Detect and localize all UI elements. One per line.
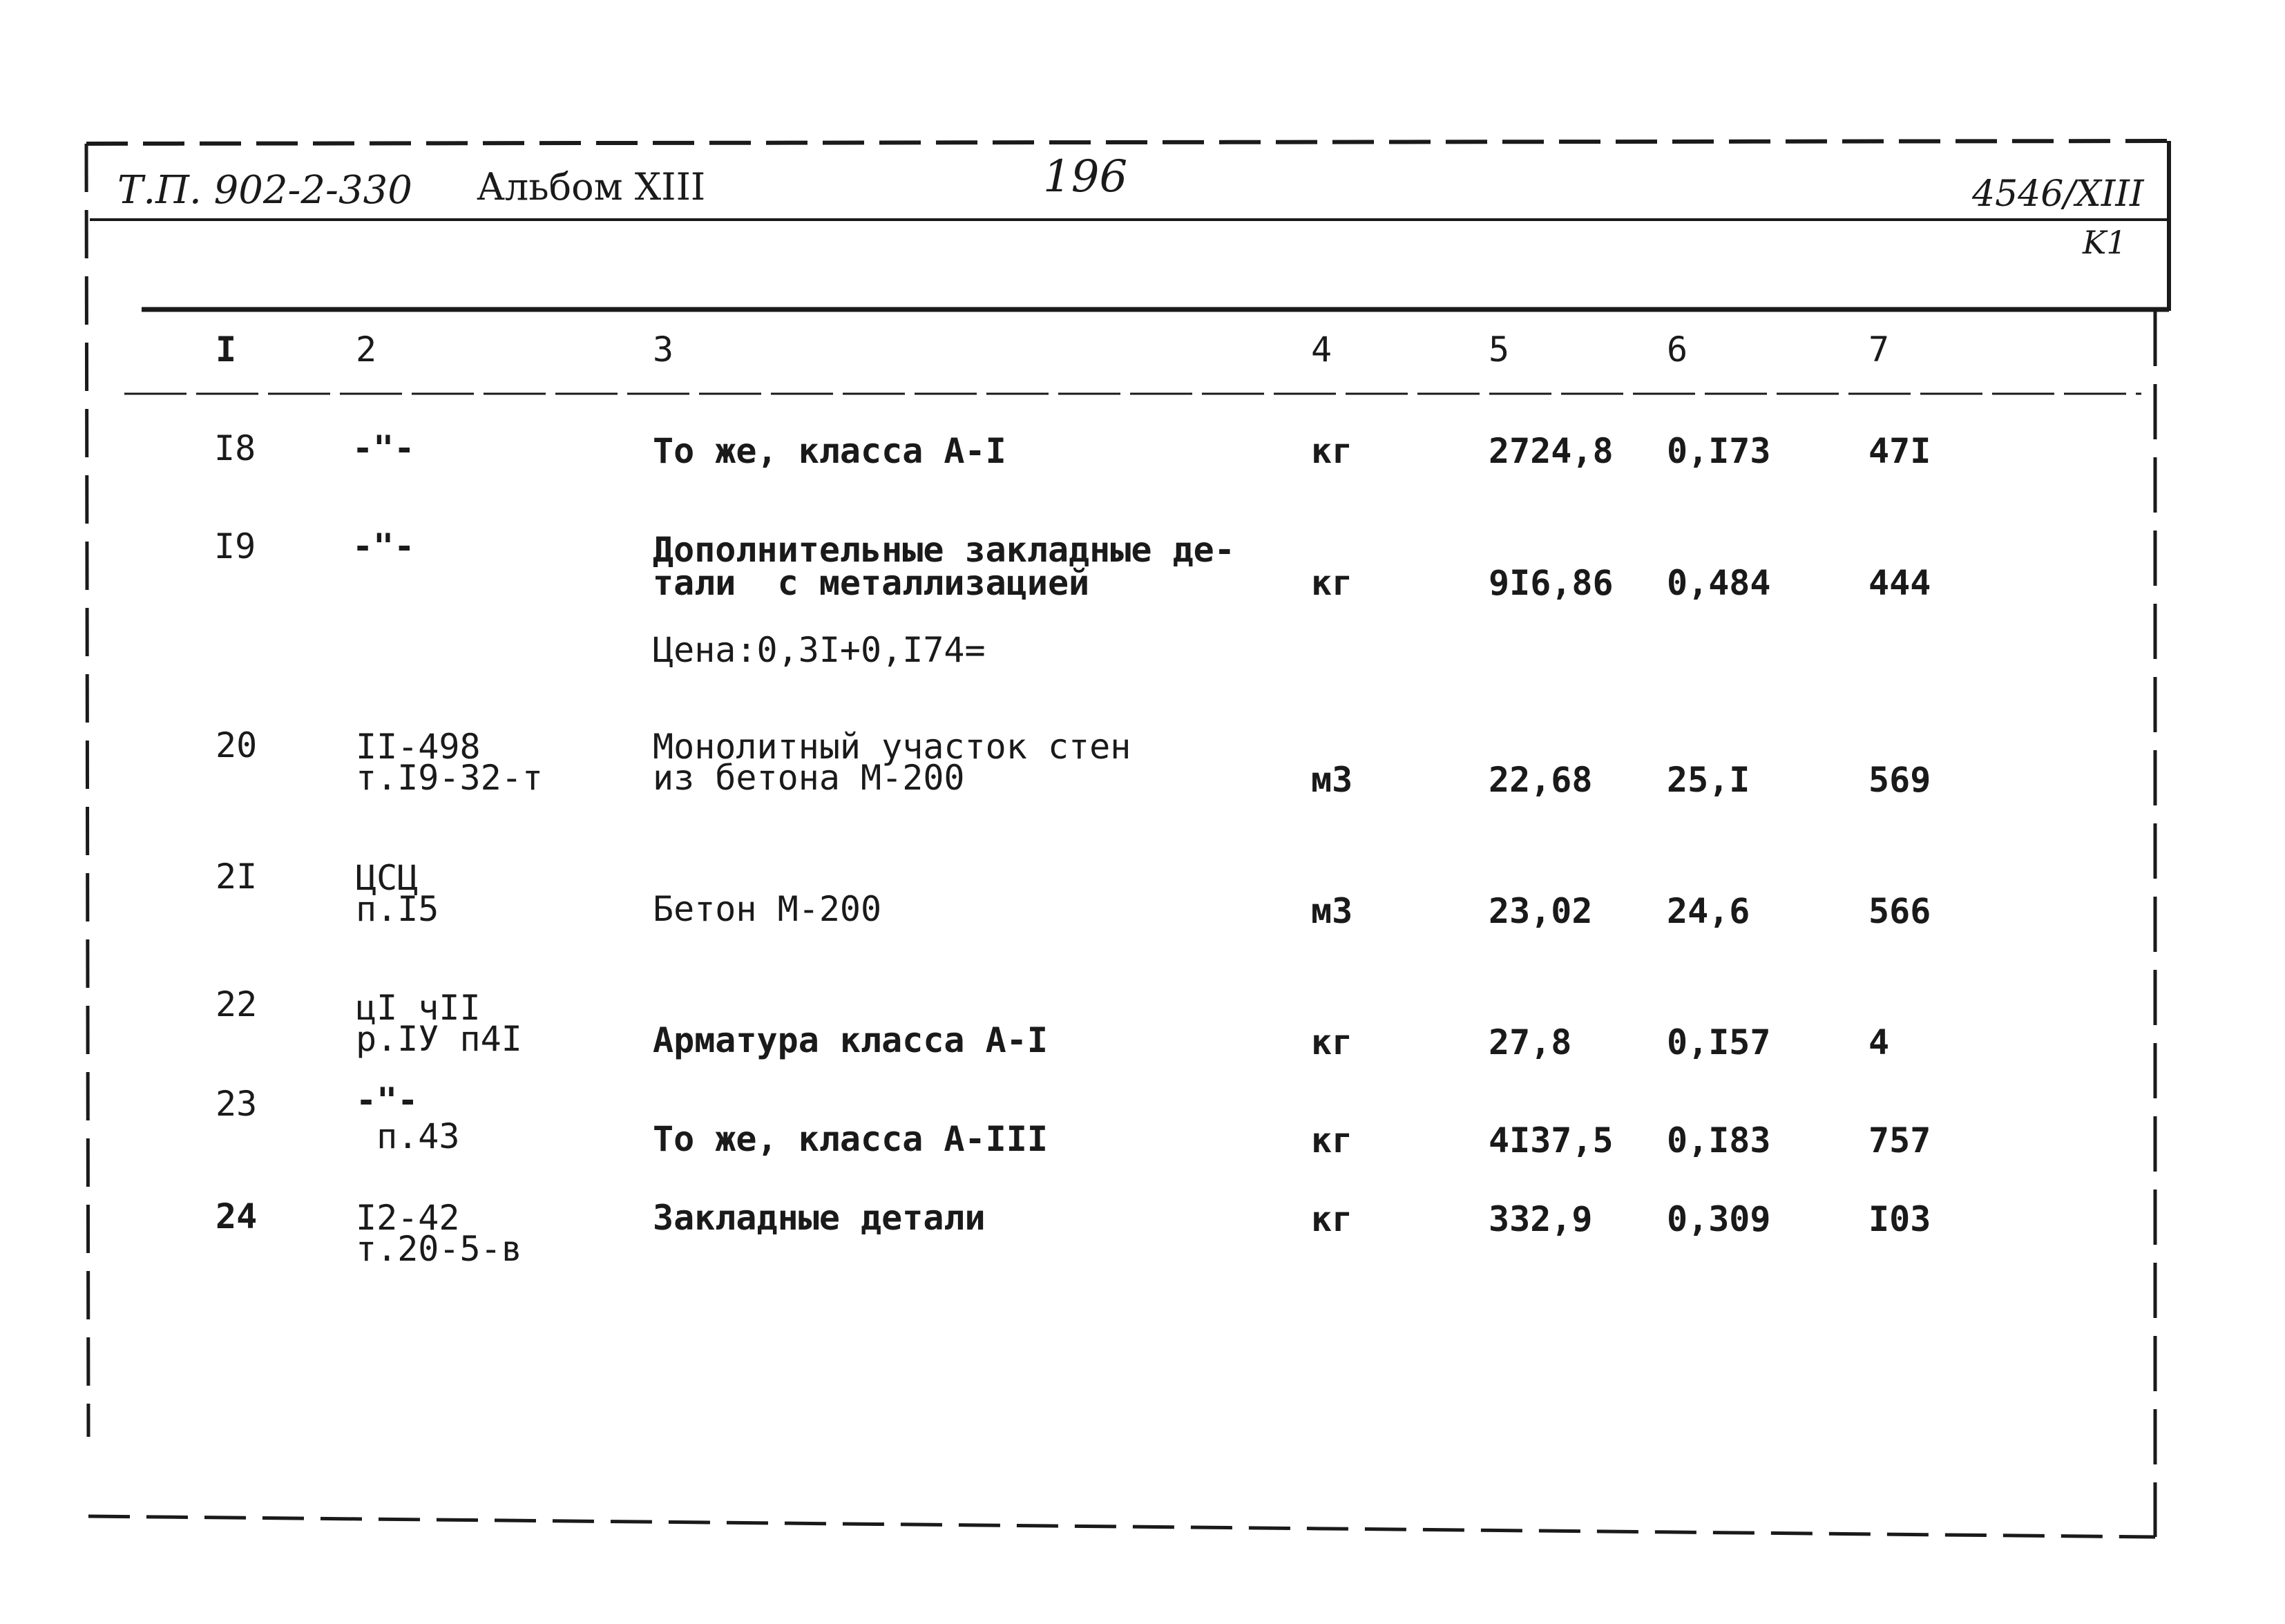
total: 4: [1868, 1022, 1890, 1062]
description: То же, класса А-I: [653, 431, 1006, 471]
row-number: I9: [214, 526, 256, 566]
total: 566: [1868, 891, 1931, 931]
quantity: 27,8: [1489, 1022, 1572, 1062]
row-number: 22: [216, 984, 258, 1024]
column-header-1: I: [216, 329, 237, 370]
total: I03: [1868, 1199, 1931, 1239]
description: То же, класса А-III: [653, 1119, 1048, 1159]
reference-line-2: т.20-5-в: [356, 1229, 522, 1269]
description-line-2: тали с металлизацией: [653, 563, 1090, 603]
reference-line-1: II-498: [356, 727, 481, 767]
unit: м3: [1311, 891, 1353, 931]
quantity: 9I6,86: [1489, 563, 1614, 603]
column-header-3: 3: [653, 329, 674, 370]
unit-price: 25,I: [1667, 760, 1750, 800]
total: 47I: [1868, 431, 1931, 471]
row-number: 24: [216, 1196, 258, 1236]
description: Арматура класса А-I: [653, 1020, 1048, 1060]
total: 757: [1868, 1120, 1931, 1160]
unit: кг: [1311, 1199, 1353, 1239]
column-header-5: 5: [1489, 329, 1510, 370]
unit-price: 0,309: [1667, 1199, 1771, 1239]
unit-price: 0,I83: [1667, 1120, 1771, 1160]
archive-number: 4546/XIII: [1972, 173, 2144, 215]
project-code: Т.П. 902-2-330: [117, 168, 412, 213]
description-line-1: Монолитный участок стен: [653, 727, 1131, 767]
description: Закладные детали: [653, 1198, 986, 1238]
sheet-mark: K1: [2083, 224, 2127, 261]
quantity: 23,02: [1489, 891, 1593, 931]
description-line-1: Дополнительные закладные де-: [653, 530, 1235, 570]
description-line-2: из бетона М-200: [653, 758, 965, 798]
row-number: 2I: [216, 857, 258, 897]
unit-price: 0,I73: [1667, 431, 1771, 471]
unit-price: 24,6: [1667, 891, 1750, 931]
reference-line-1: цI чII: [356, 988, 481, 1028]
unit: м3: [1311, 760, 1353, 800]
column-header-7: 7: [1868, 329, 1890, 370]
unit: кг: [1311, 431, 1353, 471]
column-header-6: 6: [1667, 329, 1688, 370]
row-number: I8: [214, 428, 256, 468]
quantity: 4I37,5: [1489, 1120, 1614, 1160]
album-title: Альбом XIII: [477, 165, 706, 209]
reference: -"-: [352, 428, 415, 468]
row-number: 20: [216, 725, 258, 765]
total: 569: [1868, 760, 1931, 800]
quantity: 332,9: [1489, 1199, 1593, 1239]
unit: кг: [1311, 563, 1353, 603]
reference: -"-: [352, 526, 415, 566]
quantity: 2724,8: [1489, 431, 1614, 471]
price-formula: Цена:0,3I+0,I74=: [653, 630, 986, 670]
unit-price: 0,I57: [1667, 1022, 1771, 1062]
column-header-4: 4: [1311, 329, 1332, 370]
page-number: 196: [1043, 151, 1128, 202]
reference-line-2: п.43: [356, 1116, 460, 1156]
unit-price: 0,484: [1667, 563, 1771, 603]
unit: кг: [1311, 1120, 1353, 1160]
reference-line-2: р.IУ п4I: [356, 1019, 522, 1059]
column-header-2: 2: [356, 329, 377, 370]
row-number: 23: [216, 1084, 258, 1124]
reference-line-1: -"-: [356, 1080, 419, 1120]
unit: кг: [1311, 1022, 1353, 1062]
reference-line-1: I2-42: [356, 1198, 460, 1238]
description: Бетон М-200: [653, 889, 882, 929]
reference-line-2: т.I9-32-т: [356, 758, 543, 798]
reference-line-2: п.I5: [356, 889, 439, 929]
reference-line-1: ЦСЦ: [356, 858, 419, 898]
total: 444: [1868, 563, 1931, 603]
quantity: 22,68: [1489, 760, 1593, 800]
